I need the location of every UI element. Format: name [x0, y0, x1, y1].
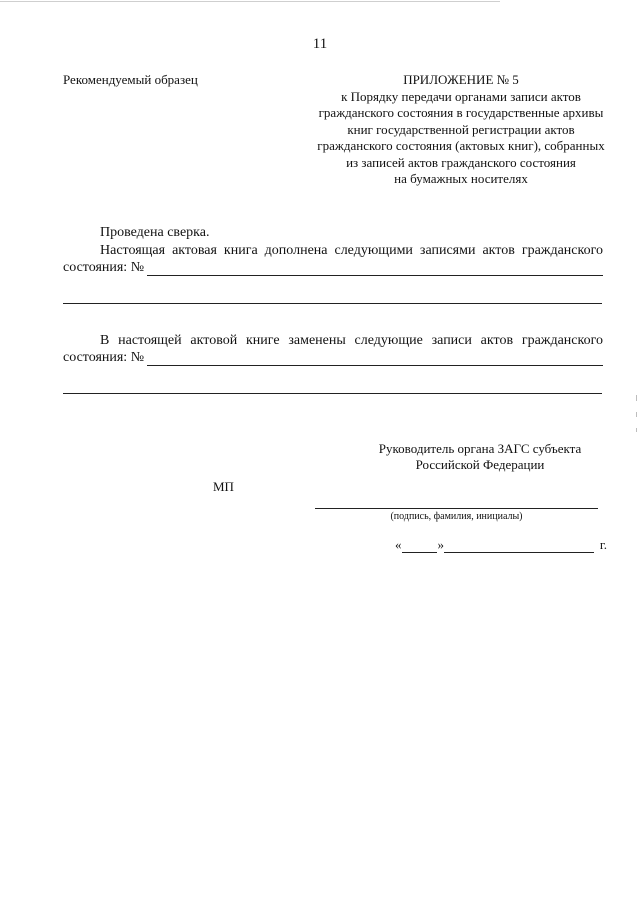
signature-caption: (подпись, фамилия, инициалы)	[390, 511, 523, 522]
replaced-paragraph	[63, 332, 603, 366]
page-number: 11	[312, 36, 328, 52]
scan-edge-line	[0, 1, 500, 2]
date-suffix: г.	[599, 537, 608, 552]
head-title-line-2: Российской Федерации	[415, 457, 545, 472]
appendix-line: гражданского состояния (актовых книг), собранных	[317, 138, 605, 153]
date-month-year-blank[interactable]	[444, 540, 594, 553]
scan-speck	[636, 428, 637, 432]
replaced-line-2: состояния: №	[63, 350, 145, 365]
appendix-line: гражданского состояния в государственные архивы	[318, 105, 604, 120]
appendix-line: к Порядку передачи органами записи актов	[341, 88, 581, 104]
scan-speck	[636, 412, 637, 417]
supplemented-line-2: состояния: №	[63, 260, 145, 275]
appendix-line: книг государственной регистрации актов	[347, 121, 575, 137]
stamp-label: МП	[213, 479, 234, 494]
check-done-text: Проведена сверка.	[100, 225, 210, 240]
head-title	[370, 441, 590, 473]
sample-label: Рекомендуемый образец	[63, 72, 198, 87]
appendix-line: на бумажных носителях	[394, 171, 528, 186]
supplemented-field[interactable]	[63, 259, 603, 276]
scan-speck	[636, 395, 637, 401]
signature-blank[interactable]	[315, 508, 598, 509]
supplemented-paragraph	[63, 242, 603, 276]
supplemented-records-blank[interactable]	[147, 261, 603, 276]
head-title-line-1: Руководитель органа ЗАГС субъекта	[378, 441, 582, 456]
replaced-extra-blank[interactable]	[63, 393, 602, 394]
appendix-line: из записей актов гражданского состояния	[346, 154, 576, 170]
supplemented-line-1: Настоящая актовая книга дополнена следующими записями актов гражданского	[100, 243, 603, 258]
replaced-records-blank[interactable]	[147, 351, 603, 366]
date-open-quote: «	[395, 537, 402, 552]
appendix-title: ПРИЛОЖЕНИЕ № 5	[403, 72, 519, 87]
date-field[interactable]	[395, 537, 607, 553]
replaced-line-1: В настоящей актовой книге заменены следующие записи актов гражданского	[100, 333, 603, 348]
appendix-header	[296, 72, 626, 188]
supplemented-extra-blank[interactable]	[63, 303, 602, 304]
replaced-field[interactable]	[63, 349, 603, 366]
date-close-quote: »	[437, 537, 444, 552]
date-day-blank[interactable]	[402, 540, 438, 553]
